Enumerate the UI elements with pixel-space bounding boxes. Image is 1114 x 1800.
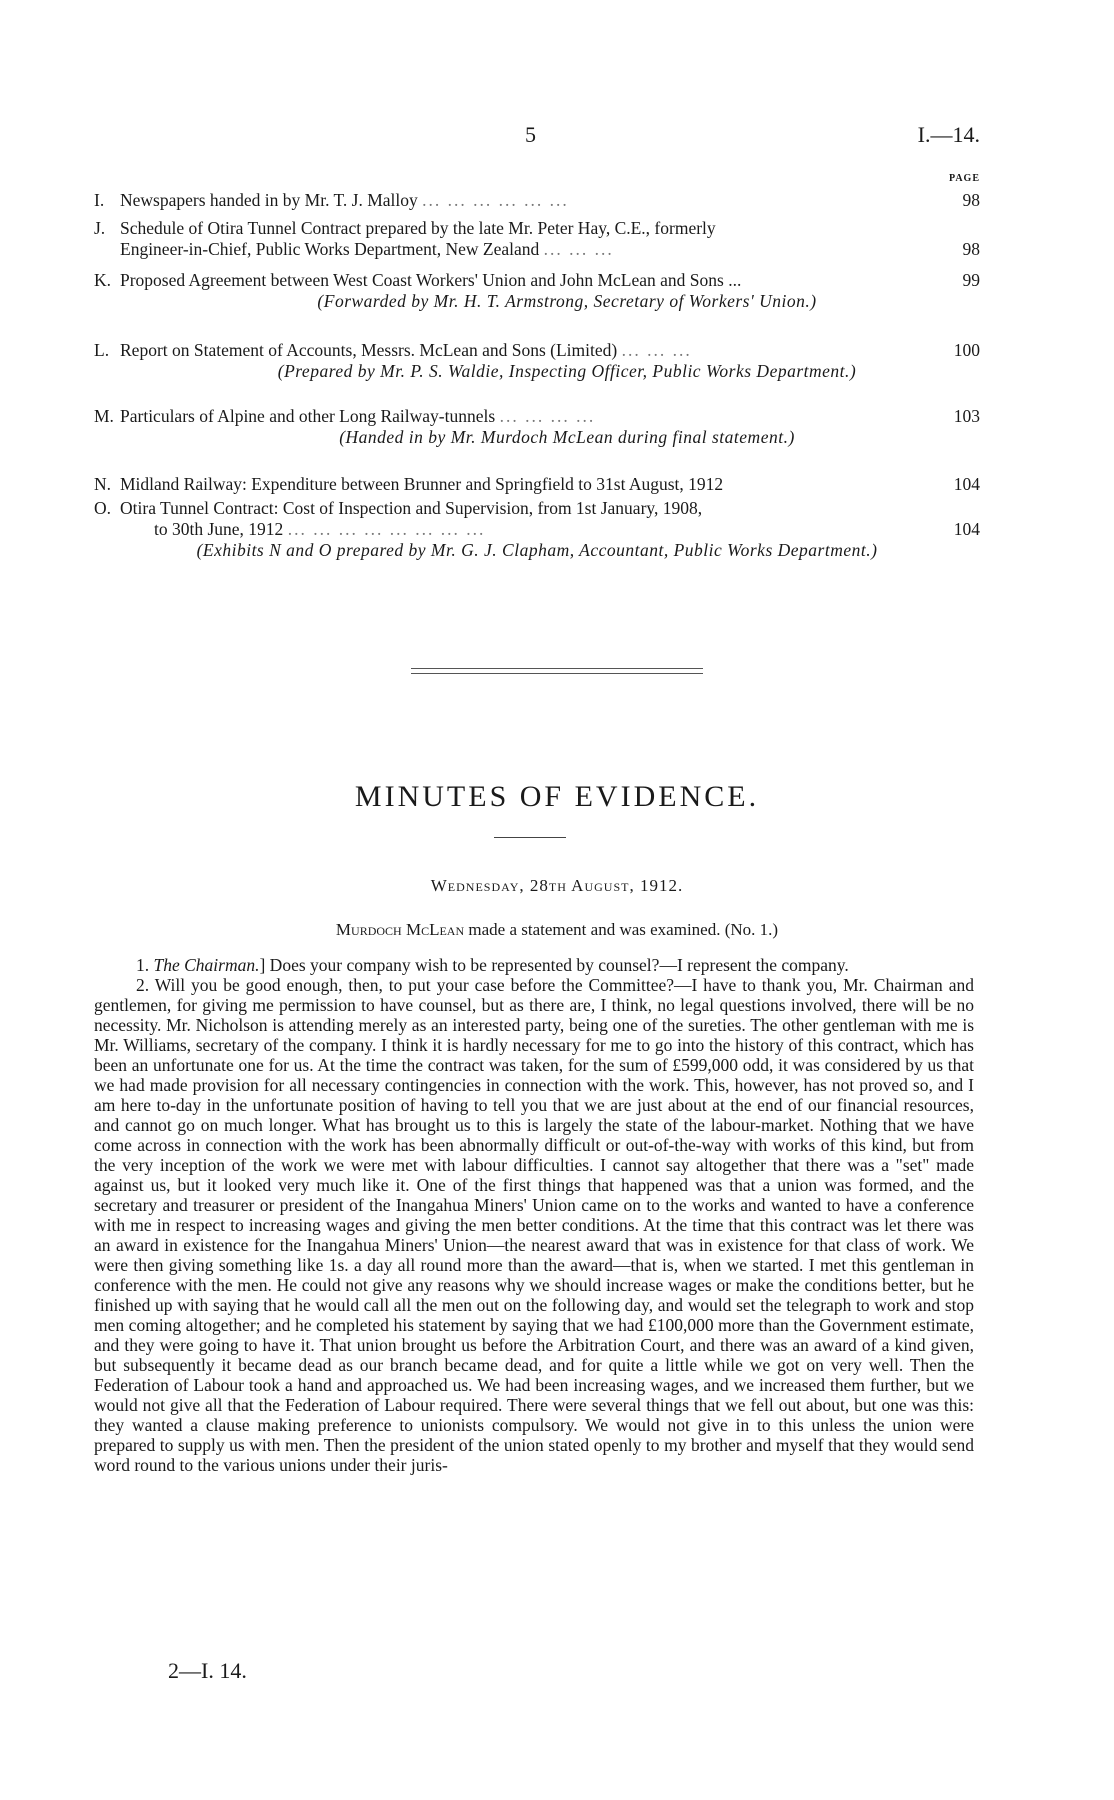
- divider-rule: [411, 673, 703, 674]
- page-column-header: PAGE: [948, 173, 980, 184]
- witness-line: Murdoch McLean made a statement and was examined. (No. 1.): [335, 920, 779, 939]
- toc-entry-i: I. Newspapers handed in by Mr. T. J. Malloy ... ... ... ... ... ... 98: [94, 190, 980, 210]
- toc-page: 99: [962, 270, 980, 290]
- toc-entry-n: N. Midland Railway: Expenditure between Brunner and Springfield to 31st August, 1912 104: [94, 474, 980, 494]
- toc-entry-o: O. Otira Tunnel Contract: Cost of Inspection and Supervision, from 1st January, 1908, to 30th June, 1912 ... ... ... ... ... ... ... ... 104 (Exhibits N and O prepared by Mr. G. J. Clapham, Accountant, Public Works Department.): [94, 498, 980, 560]
- toc-attribution: (Handed in by Mr. Murdoch McLean during final statement.): [339, 427, 795, 447]
- toc-page: 98: [962, 190, 980, 210]
- toc-entry-l: L. Report on Statement of Accounts, Messrs. McLean and Sons (Limited) ... ... ... 100 (Prepared by Mr. P. S. Waldie, Inspecting Officer, Public Works Department.): [94, 340, 980, 381]
- title-underline: [494, 837, 566, 838]
- toc-page: 103: [953, 406, 980, 426]
- evidence-body: [94, 955, 974, 1475]
- toc-entry-k: K. Proposed Agreement between West Coast Workers' Union and John McLean and Sons ... 99 (Forwarded by Mr. H. T. Armstrong, Secretary of Workers' Union.): [94, 270, 980, 311]
- signature-mark: 2—I. 14.: [168, 1658, 247, 1683]
- toc-page: 98: [962, 239, 980, 259]
- toc-attribution: (Prepared by Mr. P. S. Waldie, Inspecting Officer, Public Works Department.): [277, 361, 857, 381]
- toc-entry-m: M. Particulars of Alpine and other Long Railway-tunnels ... ... ... ... 103 (Handed in by Mr. Murdoch McLean during final statement.): [94, 406, 980, 447]
- toc-page: 104: [953, 519, 980, 539]
- toc-attribution: (Exhibits N and O prepared by Mr. G. J. Clapham, Accountant, Public Works Department.): [196, 540, 878, 560]
- toc-attribution: (Forwarded by Mr. H. T. Armstrong, Secretary of Workers' Union.): [317, 291, 817, 311]
- paragraph: 1. The Chairman.] Does your company wish to be represented by counsel?—I represent the company.: [136, 955, 849, 975]
- paragraph: 2. Will you be good enough, then, to put your case before the Committee?—I have to thank you, Mr. Chairman and gentlemen, for giving me permission to have counsel, but as there are, I think, no legal questions involved, there will be no necessity. Mr. Nicholson is attending merely as an interested party, being one of the sureties. The other gentleman with me is Mr. Williams, secretary of the company. I think it is hardly necessary for me to go into the history of this contract, which has been an unfortunate one for us. At the time the contract was taken, for the sum of £599,000 odd, it was considered by us that we had made provision for all necessary contingencies in connection with the work. This, however, has not proved so, and I am here to-day in the unfortunate position of having to tell you that we are just about at the end of our financial resources, and cannot go on much longer. What has brought us to this is largely the state of the labour-market. Nothing that we have come across in connection with the work has been abnormally difficult or out-of-the-way with works of this kind, but from the very inception of the work we were met with labour difficulties. I cannot say altogether that there was a "set" made against us, but it looked very much like it. One of the first things that happened was that a union was formed, and the secretary and treasurer or president of the Inangahua Miners' Union came on to the works and wanted to have a conference with me in respect to increasing wages and giving the men better conditions. At the time that this contract was let there was an award in existence for the Inangahua Miners' Union—the nearest award that was in existence for that class of work. We were then giving something like 1s. a day all round more than the award—that is, when we started. I met this gentleman in conference with the men. He could not give any reasons why we should increase wages or make the conditions better, but he finished up with saying that he would call all the men out on the following day, and would set the telegraph to work and stop men coming altogether; and he completed his statement by saying that we had £100,000 more than the Government estimate, and they were going to have it. That union brought us before the Arbitration Court, and there was an award of a kind given, but subsequently it became dead as our branch became dead, and for quite a little while we got on very well. Then the Federation of Labour took a hand and approached us. We had been increasing wages, and we increased them further, but we would not give all that the Federation of Labour required. There were several things that we fell out about, but one was this: they wanted a clause making preference to unionists compulsory. We would not give in to this unless the union were prepared to supply us with men. Then the president of the union stated openly to my brother and myself that they would send word round to the various unions under their juris-: [94, 975, 974, 1475]
- page-title: MINUTES OF EVIDENCE.: [354, 780, 760, 813]
- toc-entry-j: J. Schedule of Otira Tunnel Contract prepared by the late Mr. Peter Hay, C.E., formerly Engineer-in-Chief, Public Works Department, New Zealand ... ... ... 98: [94, 218, 980, 259]
- date-heading: Wednesday, 28th August, 1912.: [430, 876, 684, 895]
- document-code: I.—14.: [917, 122, 980, 147]
- page-number: 5: [525, 122, 536, 147]
- toc-page: 104: [953, 474, 980, 494]
- toc-page: 100: [953, 340, 980, 360]
- divider-rule: [411, 668, 703, 669]
